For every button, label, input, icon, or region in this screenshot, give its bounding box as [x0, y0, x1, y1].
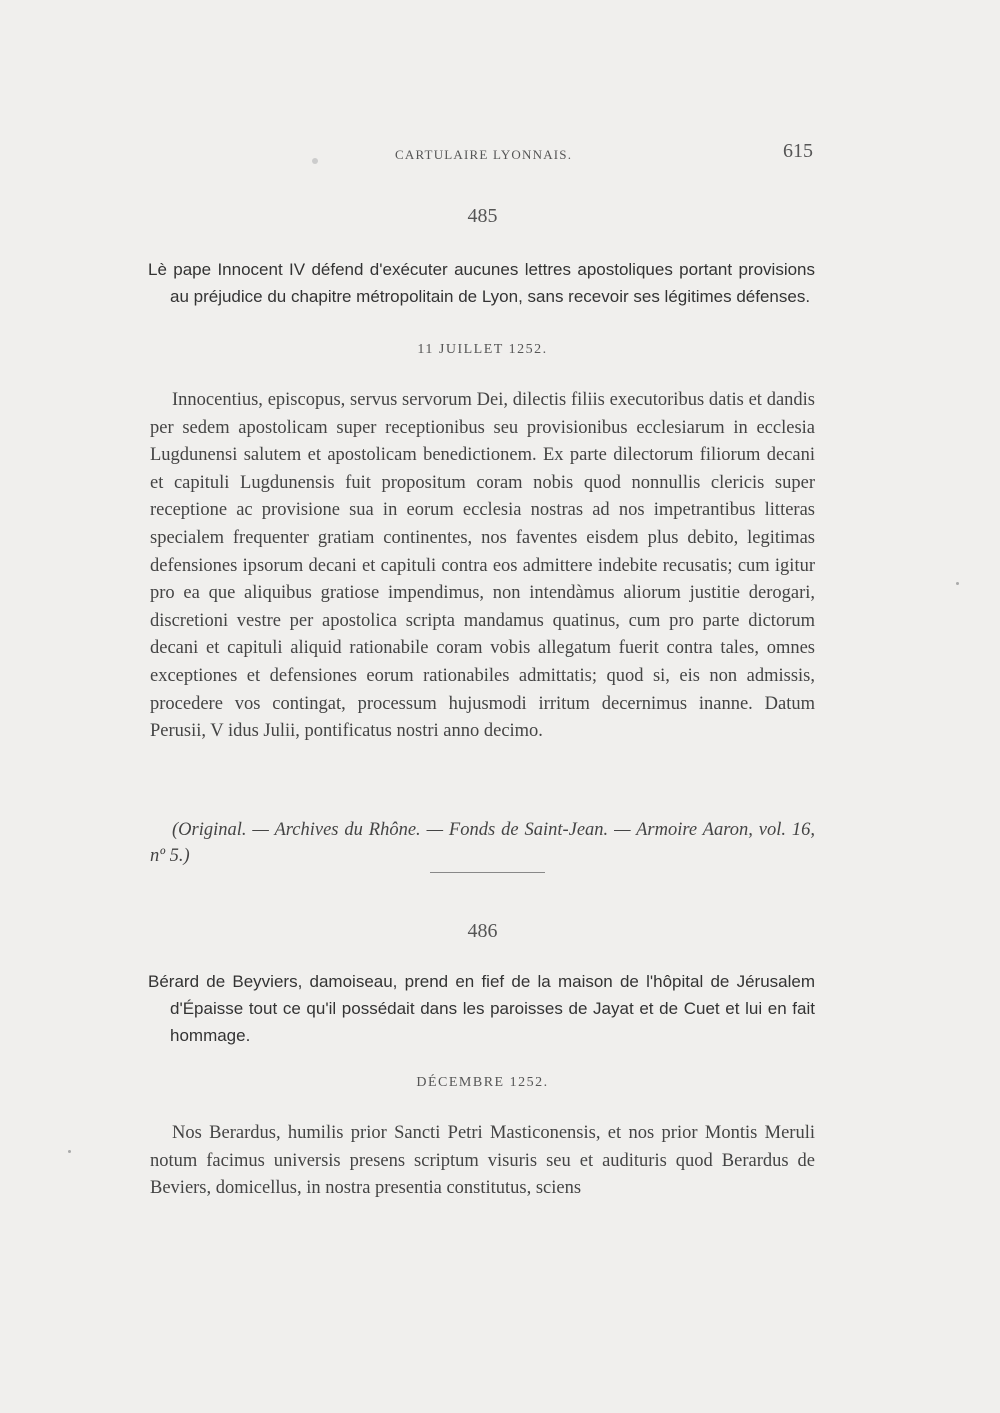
charter-text: Innocentius, episcopus, servus servorum Dei, dilectis filiis executoribus datis et dandis per sedem apostolicam super receptionibus seu provisionibus ecclesiarum in ecclesia Lugdunensi salutem et apostolicam benedictionem. Ex parte dilectorum filiorum decani et capituli Lugdunensis fuit propositum coram nobis quod nonnullis clericis super receptione ac provisione sua in eorum ecclesia nostras ad nos impetrantibus litteras specialem frequenter gratiam continentes, nos faventes eisdem plus debito, legitimas defensiones ipsorum decani et capituli contra eos admittere indebite recusatis; cum igitur pro ea que aliquibus gratiose impendimus, non intendàmus aliorum justitie derogari, discretioni vestre per apostolica scripta mandamus quatinus, cum pro parte dictorum decani et capituli aliquid rationabile coram vobis allegatum fuerit contra tales, omnes exceptiones et defensiones eorum rationabiles admittatis; quod si, eis non admissis, procedere vos contingat, processum hujusmodi irritum decernimus inanne. Datum Perusii, V idus Julii, pontificatus nostri anno decimo.: [150, 390, 815, 742]
paper-speck: [312, 158, 318, 164]
section-divider: [430, 872, 545, 873]
running-title: CARTULAIRE LYONNAIS.: [395, 147, 573, 162]
charter-date: 11 JUILLET 1252.: [417, 342, 548, 357]
charter-number: 486: [467, 920, 498, 942]
charter-source: (Original. — Archives du Rhône. — Fonds de Saint-Jean. — Armoire Aaron, vol. 16, nº 5.): [150, 820, 815, 866]
charter-summary: Bérard de Beyviers, damoiseau, prend en fief de la maison de l'hôpital de Jérusalem d'Épaisse tout ce qu'il possédait dans les paroisses de Jayat et de Cuet et lui en fait hommage.: [148, 972, 815, 1045]
charter-number: 485: [467, 205, 498, 227]
paper-speck: [956, 582, 959, 585]
charter-text: Nos Berardus, humilis prior Sancti Petri Masticonensis, et nos prior Montis Meruli notum facimus universis presens scriptum visuris seu et audituris quod Berardus de Beviers, domicellus, in nostra presentia constitutus, sciens: [150, 1123, 815, 1199]
page-header: [150, 140, 815, 170]
charter-summary: Lè pape Innocent IV défend d'exécuter aucunes lettres apostoliques portant provisions au préjudice du chapitre métropolitain de Lyon, sans recevoir ses légitimes défenses.: [148, 260, 815, 306]
charter-date: DÉCEMBRE 1252.: [416, 1075, 549, 1090]
paper-speck: [68, 1150, 71, 1153]
page-number: 615: [783, 140, 813, 162]
